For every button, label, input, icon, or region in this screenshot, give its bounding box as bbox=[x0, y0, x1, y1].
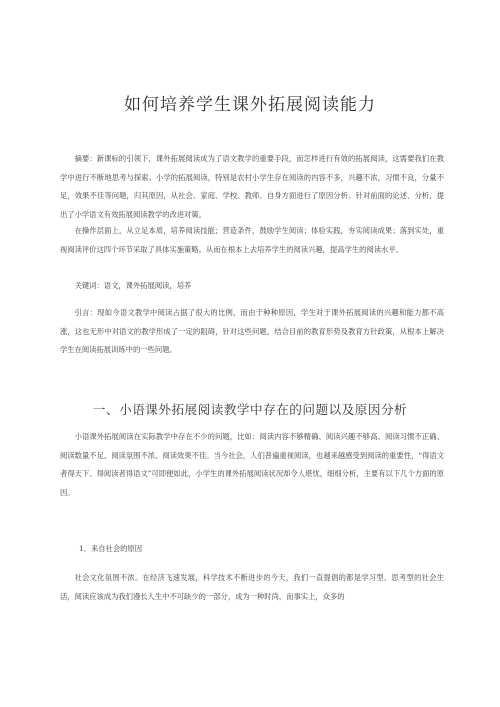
document-title: 如何培养学生课外拓展阅读能力 bbox=[124, 95, 376, 115]
section-1-heading: 一、小语课外拓展阅读教学中存在的问题以及原因分析 bbox=[92, 402, 408, 417]
keywords-line: 关键词：语文，课外拓展阅读，培养 bbox=[74, 281, 192, 290]
subsection-1-paragraph: 社会文化氛围不浓。在经济飞速发展，科学技术不断进步的今天，我们一直提倡的都是学习型、思考型的社会生活，阅读应该成为我们漫长人生中不可缺少的一部分，成为一种时尚，而事实上，众多的 bbox=[60, 573, 444, 601]
abstract-paragraph-2: 在操作层面上，从立足本质，培养阅读技能；营造条件，鼓励学生阅读；体验实践，夯实阅读成果；落到实处，重视阅读评价这四个环节采取了具体实施策略。从而在根本上去培养学生的阅读兴趣，提高学生的阅读水平。 bbox=[60, 226, 444, 254]
preface-paragraph: 引言：现如今语文教学中阅读占据了很大的比例，而由于种种原因，学生对于课外拓展阅读的兴趣和能力都不高涨，这也无形中对语文的教学形成了一定的阻碍，针对这些问题，结合目前的教育形势及教育方针政策，从根本上解决学生在阅读拓展训练中的一些问题。 bbox=[60, 308, 444, 355]
section-1-paragraph: 小语课外拓展阅读在实际教学中存在不少的问题，比如：阅读内容不够精确、阅读兴趣不够高、阅读习惯不正确、阅读数量不足、阅读氛围不浓、阅读效果不佳。当今社会，人们普遍重视阅读，也越来越感受到阅读的重要性，“得语文者得天下、得阅读者得语文”可即便如此，小学生的课外拓展阅读状况却令人堪忧，细细分析，主要有以下几个方面的原因。 bbox=[60, 432, 444, 497]
abstract-paragraph: 摘要：新课标的引领下，课外拓展阅读成为了语文教学的重要手段，而怎样进行有效的拓展阅读，这需要我们在教学中进行不断地思考与探索。小学的拓展阅读，特别是农村小学生存在阅读的内容不多，兴趣不浓，习惯不良，分量不足，效果不佳等问题，归其原因，从社会、家庭、学校、教师、自身方面进行了原因分析。针对前面的论述、分析，提出了小学语文有效拓展阅读教学的改进对策。 bbox=[60, 154, 444, 219]
subsection-1-heading: 1．来自社会的原因 bbox=[79, 544, 143, 553]
